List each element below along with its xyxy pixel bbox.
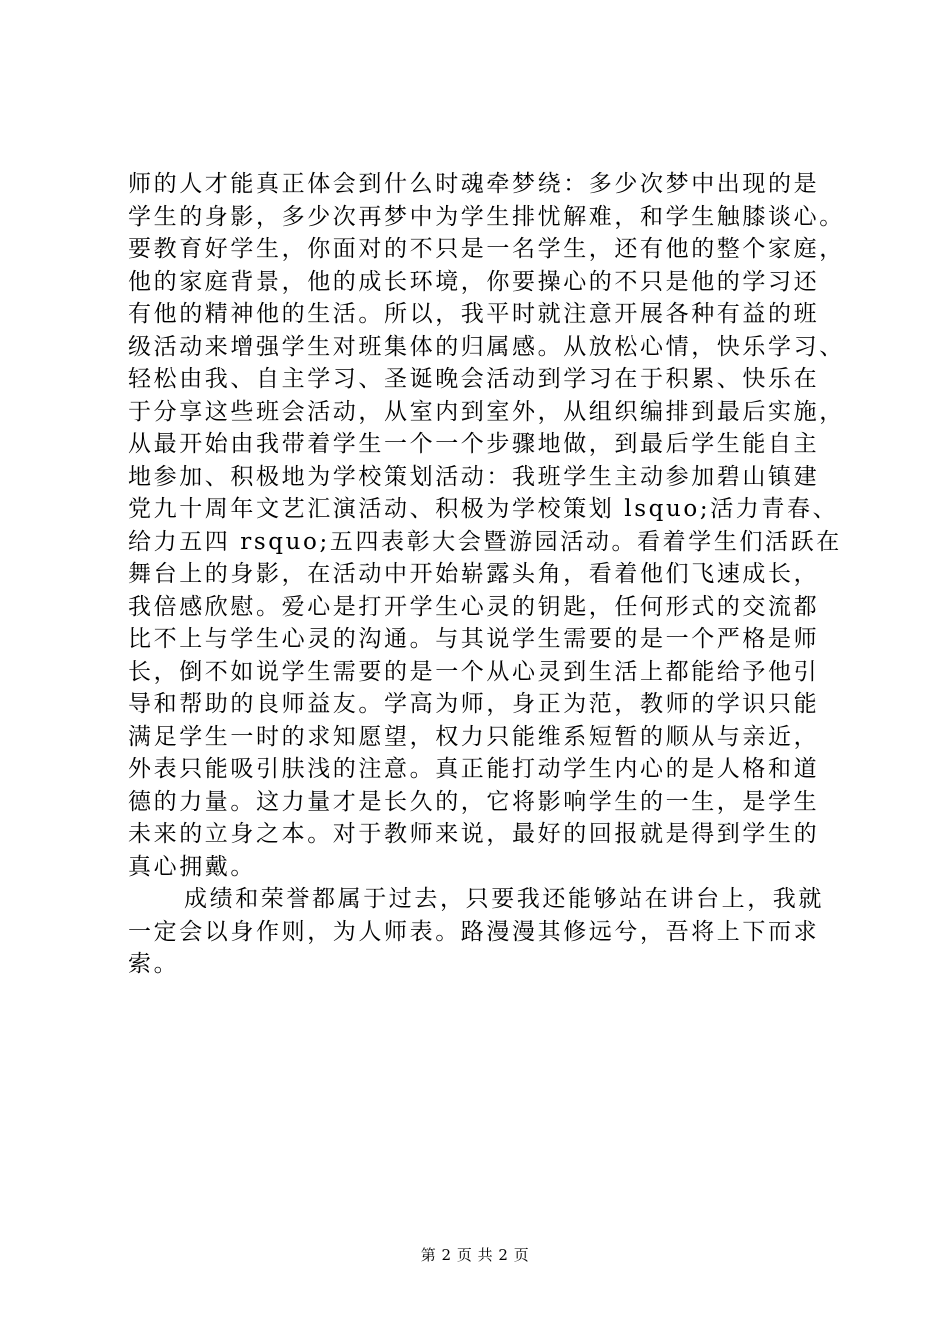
text-line: 级活动来增强学生对班集体的归属感。从放松心情，快乐学习、 <box>128 333 845 360</box>
text-line: 满足学生一时的求知愿望，权力只能维系短暂的顺从与亲近， <box>128 723 820 750</box>
page-footer <box>0 1244 950 1265</box>
text-line: 索。 <box>128 951 180 977</box>
text-line: 长，倒不如说学生需要的是一个从心灵到生活上都能给予他引 <box>128 658 820 685</box>
text-line: 德的力量。这力量才是长久的，它将影响学生的一生，是学生 <box>128 788 820 815</box>
text-line: 他的家庭背景，他的成长环境，你要操心的不只是他的学习还 <box>128 268 820 295</box>
text-line: 导和帮助的良师益友。学高为师，身正为范，教师的学识只能 <box>128 691 820 717</box>
paragraph-start-line: 成绩和荣誉都属于过去，只要我还能够站在讲台上，我就 <box>184 886 824 912</box>
text-line: 外表只能吸引肤浅的注意。真正能打动学生内心的是人格和道 <box>128 756 820 782</box>
text-line: 一定会以身作则，为人师表。路漫漫其修远兮，吾将上下而求 <box>128 918 820 945</box>
text-line: 地参加、积极地为学校策划活动：我班学生主动参加碧山镇建 <box>128 463 820 490</box>
text-line: 未来的立身之本。对于教师来说，最好的回报就是得到学生的 <box>128 821 820 847</box>
text-line: 舞台上的身影，在活动中开始崭露头角，看着他们飞速成长， <box>128 561 820 587</box>
page-number-label: 第 2 页 共 2 页 <box>420 1246 530 1264</box>
text-line: 学生的身影，多少次再梦中为学生排忧解难，和学生触膝谈心。 <box>128 203 845 230</box>
text-line: 师的人才能真正体会到什么时魂牵梦绕：多少次梦中出现的是 <box>128 171 820 197</box>
text-line: 党九十周年文艺汇演活动、积极为学校策划 lsquo;活力青春、 <box>128 496 839 522</box>
text-line: 于分享这些班会活动，从室内到室外，从组织编排到最后实施， <box>128 398 845 425</box>
text-line: 轻松由我、自主学习、圣诞晚会活动到学习在于积累、快乐在 <box>128 366 820 392</box>
text-line: 真心拥戴。 <box>128 853 256 880</box>
text-line: 要教育好学生，你面对的不只是一名学生，还有他的整个家庭， <box>128 236 845 262</box>
text-line: 我倍感欣慰。爱心是打开学生心灵的钥匙，任何形式的交流都 <box>128 593 820 620</box>
text-line: 给力五四 rsquo;五四表彰大会暨游园活动。看着学生们活跃在 <box>128 528 842 555</box>
text-line: 从最开始由我带着学生一个一个步骤地做，到最后学生能自主 <box>128 431 820 457</box>
text-line: 有他的精神他的生活。所以，我平时就注意开展各种有益的班 <box>128 301 820 327</box>
text-line: 比不上与学生心灵的沟通。与其说学生需要的是一个严格是师 <box>128 626 820 652</box>
body-text <box>128 168 845 981</box>
